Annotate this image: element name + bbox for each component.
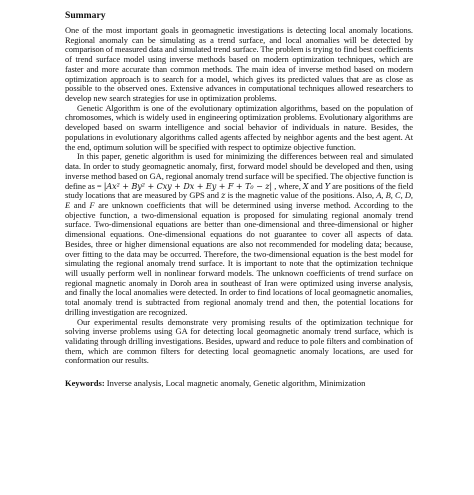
objective-function-equation: |Ax² + By² + Cxy + Dx + Ey + F + T₀ − z| [103,181,273,191]
symbol-x: X [302,181,309,191]
keywords-label: Keywords: [65,378,105,389]
summary-paragraph-2: Genetic Algorithm is one of the evolutionary optimization algorithms, based on the population of chromosomes, which is widely used in engineering optimization problems. Evolutionary algorithms are developed based on swarm intelligence and social behavior of individuals in nature. Besides, the populations in evolutionary algorithms called agents affected by neighbor agents and the best agent. At the end, optimum solution will be specified with respect to optimize objective function. [65,102,413,152]
summary-paragraph-4: Our experimental results demonstrate very promising results of the optimization technique for solving inverse problems using GA for detecting local geomagnetic anomaly trend surface, which is validating through drilling investigations. Besides, upward and reduce to pole filters and combination of them, which are common filters for detecting local geomagnetic anomaly locations, are used for conformation our results. [65,316,413,366]
p3-text-where: , where, [272,180,303,191]
summary-heading: Summary [65,10,106,21]
summary-paragraph-1: One of the most important goals in geomagnetic investigations is detecting local anomaly locations. Regional anomaly can be simulating as a trend surface, and local anomalies will be detected by comparison of measured data and simulated trend surface. The problem is trying to find best coefficients of trend surface model using inverse methods based on modern optimization techniques, which are faster and more accurate than common methods. The main idea of inverse method based on modern optimization approach is to search for a model, which gives its predicted values that are as close as possible to the observed ones. Extensive advances in computational techniques allowed researchers to develop new search strategies for use in optimization problems. [65,25,413,104]
keywords-line [65,378,413,388]
symbol-z: z [221,191,226,201]
coefficient-symbols: A, B, C, D, E [65,190,413,210]
symbol-y: Y [324,181,331,191]
p3-text-after: are unknown coefficients that will be determined using inverse method. According to the objective function, a two-dimensional equation is proposed for simulating regional anomaly trend surface. Two-dimensional equations are better than one-dimensional and three-dimensional or higher dimensional equations. One-dimensional equations do not guarantee to cover all aspects of data. Besides, three or higher dimensional equations are also not recommended for modeling data; because, over fitting to the data may be occurred. Therefore, the two-dimensional equation is the best model for simulating the regional anomaly trend surface. It is important to note that the optimization technique will usually perform well in nonlinear forward models. The unknown coefficients of trend surface on regional magnetic anomaly in Doroh area in southeast of Iran were optimized using inverse analysis, and finally the local anomalies were detected. In order to find locations of local geomagnetic anomalies, total anomaly trend is subtracted from regional anomaly trend and then, the potential locations for drilling investigation are recognized. [65,199,413,317]
p3-text-and: and [308,180,325,191]
summary-paragraph-3 [65,152,413,317]
coefficient-f: F [89,199,95,210]
p3-text-magnetic: is the magnetic value of the positions. Also, [225,190,377,201]
keywords-text: Inverse analysis, Local magnetic anomaly, Genetic algorithm, Minimization [104,378,366,389]
p3-text-before-equation: In this paper, genetic algorithm is used for minimizing the differences between real and simulated data. In order to study geomagnetic anomaly, first, forward model should be developed and then, using inverse method based on GA, regional anomaly trend surface will be specified. The objective function is define as = [65,151,413,191]
p3-text-positions: are positions of the field study locations that are measured by GPS and [65,180,414,201]
abstract-page [65,10,413,388]
p3-text-and-2: and [70,199,90,210]
